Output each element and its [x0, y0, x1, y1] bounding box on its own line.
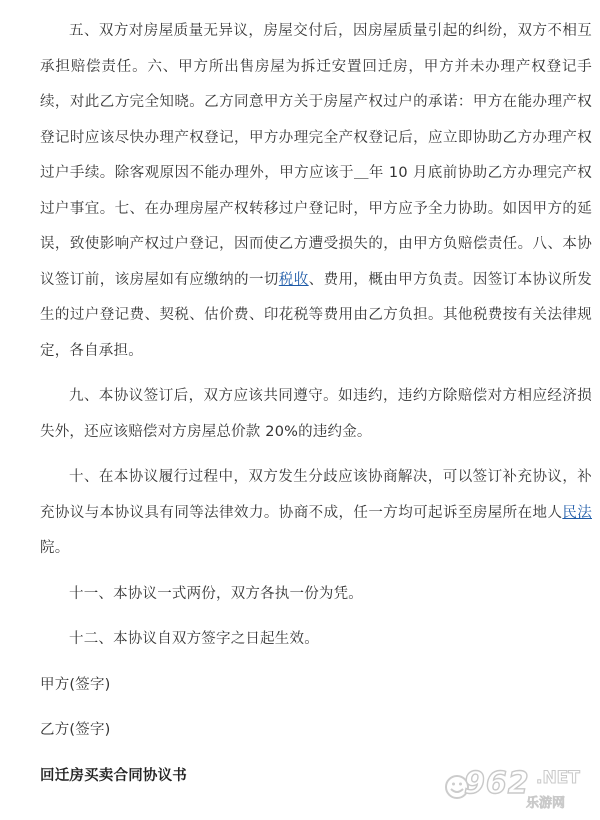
party-b-signature: 乙方(签字) [40, 722, 111, 738]
watermark-site-name: 乐游网 [526, 796, 566, 811]
clause-text: 五、双方对房屋质量无异议，房屋交付后，因房屋质量引起的纠纷，双方不相互承担赔偿责任。六、甲方所出售房屋为拆迁安置回迁房，甲方并未办理产权登记手续，对此乙方完全知晓。乙方同意甲方关于房屋产权过户的承诺：甲方在能办理产权登记时应该尽快办理产权登记，甲方办理完全产权登记后，应立即协助乙方办理产权过户手续。除客观原因不能办理外，甲方应该于＿年 10 月底前协助乙方办理完产权过户事宜。七、在办理房屋产权转移过户登记时，甲方应予全力协助。如因甲方的延误，致使影响产权过户登记，因而使乙方遭受损失的，由甲方负赔偿责任。八、本协议签订前，该房屋如有应缴纳的一切 [40, 23, 592, 288]
party-a-signature: 甲方(签字) [40, 676, 111, 693]
watermark-suffix: .NET [536, 768, 580, 788]
site-watermark [444, 766, 594, 814]
paragraph-clause-11: 十一、本协议一式两份，双方各执一份为凭。 [69, 585, 363, 602]
clause-text-end: 院。 [40, 540, 70, 556]
article-body [40, 14, 592, 794]
watermark-number: 962 [464, 766, 530, 801]
paragraph-clauses-5-8 [40, 14, 592, 369]
next-section-title: 回迁房买卖合同协议书 [40, 767, 187, 784]
paragraph-clause-12: 十二、本协议自双方签字之日起生效。 [69, 631, 319, 647]
paragraph-clause-9: 九、本协议签订后，双方应该共同遵守。如违约，违约方除赔偿对方相应经济损失外，还应该赔偿对方房屋总价款 20%的违约金。 [40, 388, 592, 440]
clause-text: 十、在本协议履行过程中，双方发生分歧应该协商解决，可以签订补充协议，补充协议与本协议具有同等法律效力。协商不成，任一方均可起诉至房屋所在地人 [40, 469, 592, 521]
civil-court-link[interactable]: 民法 [562, 504, 592, 521]
paragraph-clause-10 [40, 460, 592, 567]
tax-link[interactable]: 税收 [278, 271, 309, 288]
clause-text-continued: 、费用，概由甲方负责。因签订本协议所发生的过户登记费、契税、估价费、印花税等费用由乙方负担。其他税费按有关法律规定，各自承担。 [40, 271, 592, 359]
